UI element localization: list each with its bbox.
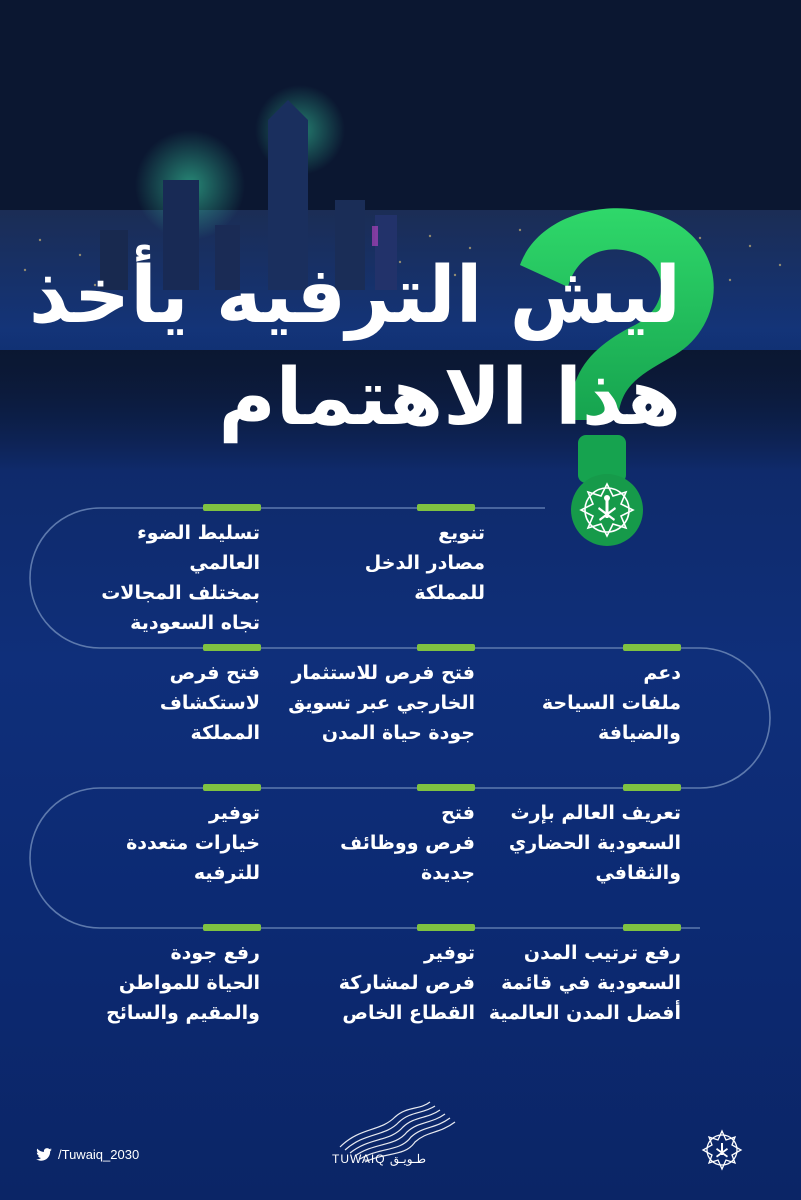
twitter-handle-text: /Tuwaiq_2030 bbox=[58, 1147, 140, 1162]
item-marker bbox=[417, 644, 475, 651]
benefit-item: فتح فرص للاستثمار الخارجي عبر تسويق جودة حياة المدن bbox=[288, 662, 475, 744]
benefit-item: تعريف العالم بإرث السعودية الحضاري والثقافي bbox=[508, 802, 681, 884]
item-marker bbox=[417, 504, 475, 511]
twitter-handle[interactable] bbox=[36, 1147, 139, 1162]
benefit-item: توفير خيارات متعددة للترفيه bbox=[126, 802, 260, 884]
item-marker bbox=[417, 924, 475, 931]
benefit-item: تسليط الضوء العالمي بمختلف المجالات تجاه السعودية bbox=[101, 522, 260, 634]
brand-ar: طـويـق bbox=[389, 1152, 427, 1166]
benefit-item: رفع ترتيب المدن السعودية في قائمة أفضل المدن العالمية bbox=[488, 942, 681, 1024]
twitter-bird-icon bbox=[36, 1148, 52, 1161]
item-marker bbox=[203, 784, 261, 791]
item-marker bbox=[203, 504, 261, 511]
item-marker bbox=[623, 644, 681, 651]
saudi-emblem-icon bbox=[571, 474, 643, 546]
item-marker bbox=[203, 924, 261, 931]
headline-line-2: هذا الاهتمام bbox=[218, 353, 681, 443]
item-marker bbox=[623, 924, 681, 931]
benefit-item: فتح فرص لاستكشاف المملكة bbox=[159, 662, 260, 744]
benefit-item: رفع جودة الحياة للمواطن والمقيم والسائح bbox=[106, 942, 260, 1024]
benefit-item: توفير فرص لمشاركة القطاع الخاص bbox=[338, 942, 475, 1024]
benefit-item: دعم ملفات السياحة والضيافة bbox=[541, 662, 681, 744]
item-marker bbox=[417, 784, 475, 791]
benefit-item: تنويع مصادر الدخل للمملكة bbox=[364, 522, 485, 604]
brand-en: TUWAIQ bbox=[332, 1152, 386, 1166]
headline-line-1: ليش الترفيه يأخذ bbox=[28, 251, 681, 341]
item-marker bbox=[203, 644, 261, 651]
saudi-emblem-icon bbox=[697, 1125, 747, 1175]
benefit-item: فتح فرص ووظائف جديدة bbox=[340, 802, 475, 884]
item-marker bbox=[623, 784, 681, 791]
tuwaiq-wordmark bbox=[332, 1152, 426, 1166]
